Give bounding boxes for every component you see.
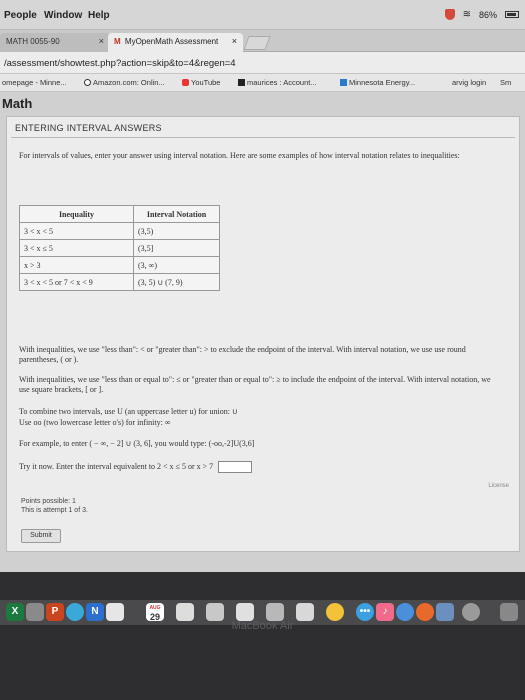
table-row [20, 240, 220, 257]
try-it-prompt: Try it now. Enter the interval equivalent to 2 < x ≤ 5 or x > 7 [19, 461, 214, 471]
word-icon[interactable]: N [86, 603, 104, 621]
calendar-icon[interactable] [146, 603, 164, 621]
answer-input[interactable] [218, 461, 252, 473]
points-info [21, 497, 88, 515]
bookmark-label: YouTube [191, 78, 221, 87]
bookmark-arvig[interactable] [452, 78, 486, 87]
tab-math-0055[interactable] [0, 33, 110, 52]
divider [11, 137, 515, 138]
battery-icon[interactable] [505, 11, 519, 18]
calendar-day: 29 [149, 612, 160, 622]
app-icon[interactable] [236, 603, 254, 621]
bookmarks-bar [0, 74, 525, 92]
inequality-cell: x > 3 [20, 257, 134, 274]
app-icon[interactable] [66, 603, 84, 621]
bookmark-sm[interactable] [500, 78, 511, 87]
bookmark-label: maurices : Account... [247, 78, 317, 87]
photos-icon[interactable] [326, 603, 344, 621]
myopenmath-icon: M [114, 37, 121, 46]
page-title: Math [2, 96, 33, 111]
example-text: For example, to enter ( − ∞, − 2] ∪ (3, 6], you would type: (-oo,-2]U(3,6] [19, 439, 255, 448]
union-text: To combine two intervals, use U (an uppercase letter u) for union: ∪ [19, 407, 238, 416]
inequality-cell: 3 < x < 5 [20, 223, 134, 240]
web-page [0, 92, 525, 572]
interval-cell: (3, ∞) [134, 257, 220, 274]
menu-people[interactable]: People [4, 10, 37, 21]
table-header-inequality: Inequality [20, 206, 134, 223]
interval-cell: (3, 5) ∪ (7, 9) [134, 274, 220, 291]
amazon-icon [84, 79, 91, 86]
points-possible: Points possible: 1 [21, 498, 76, 505]
bookmark-youtube[interactable] [182, 78, 220, 87]
browser-tab-bar [0, 30, 525, 52]
bookmark-label: arvig login [452, 78, 487, 87]
notes-icon[interactable] [106, 603, 124, 621]
app-icon[interactable] [296, 603, 314, 621]
app-icon[interactable]: ••• [356, 603, 374, 621]
bookmark-minnesota-energy[interactable] [340, 78, 415, 87]
bookmark-label: Minnesota Energy... [349, 78, 416, 87]
bookmark-homepage[interactable] [2, 78, 67, 87]
energy-icon [340, 79, 347, 86]
laptop-brand: MacBook Air [231, 620, 294, 632]
app-icon[interactable] [206, 603, 224, 621]
status-area [445, 9, 519, 20]
calendar-month: AUG [149, 605, 161, 611]
inequality-cell: 3 < x < 5 or 7 < x < 9 [20, 274, 134, 291]
tab-label: MATH 0055-90 [6, 37, 60, 46]
maurices-icon [238, 79, 245, 86]
inequality-cell: 3 < x ≤ 5 [20, 240, 134, 257]
bookmark-label: omepage - Minne... [2, 78, 67, 87]
app-icon[interactable] [26, 603, 44, 621]
music-icon[interactable]: ♪ [376, 603, 394, 621]
bookmark-amazon[interactable] [84, 78, 165, 87]
tab-myopenmath[interactable] [108, 33, 243, 52]
question-panel [6, 116, 520, 552]
new-tab-button[interactable] [243, 36, 270, 50]
battery-percent: 86% [478, 9, 497, 20]
close-icon[interactable]: × [98, 36, 104, 46]
table-row [20, 274, 220, 291]
wifi-icon[interactable]: ≋ [462, 9, 471, 20]
excel-icon[interactable]: X [6, 603, 24, 621]
app-icon[interactable] [436, 603, 454, 621]
table-header-interval: Interval Notation [134, 206, 220, 223]
table-row [20, 223, 220, 240]
intro-text: For intervals of values, enter your answer using interval notation. Here are some examples of how interval notation relates to inequalities: [19, 151, 460, 160]
submit-button[interactable]: Submit [21, 529, 61, 543]
interval-cell: (3,5] [134, 240, 220, 257]
mac-menubar [0, 0, 525, 30]
bookmark-label: Sm [500, 78, 512, 87]
menu-help[interactable]: Help [88, 10, 110, 21]
include-endpoint-text: With inequalities, we use "less than or equal to": ≤ or "greater than or equal to": ≥ to include the endpoint of the interval. With interval notation, we use square brackets, [ or ]. [19, 375, 491, 394]
tab-label: MyOpenMath Assessment [124, 37, 219, 46]
license-link[interactable]: License [488, 483, 509, 489]
app-icon[interactable] [462, 603, 480, 621]
bookmark-maurices[interactable] [238, 78, 317, 87]
infinity-text: Use oo (two lowercase letter o's) for infinity: ∞ [19, 418, 171, 427]
attempt-count: This is attempt 1 of 3. [21, 507, 88, 514]
app-icon[interactable] [266, 603, 284, 621]
shield-icon[interactable] [445, 9, 455, 20]
section-heading: ENTERING INTERVAL ANSWERS [15, 123, 162, 133]
app-icon[interactable] [416, 603, 434, 621]
try-it-row [19, 461, 499, 473]
address-bar[interactable]: /assessment/showtest.php?action=skip&to=4&regen=4 [0, 52, 525, 74]
menu-window[interactable]: Window [44, 10, 83, 21]
app-icon[interactable] [176, 603, 194, 621]
app-icon[interactable] [396, 603, 414, 621]
powerpoint-icon[interactable]: P [46, 603, 64, 621]
bookmark-label: Amazon.com: Onlin... [93, 78, 165, 87]
close-icon[interactable]: × [231, 36, 237, 46]
trash-icon[interactable] [500, 603, 518, 621]
interval-cell: (3,5) [134, 223, 220, 240]
interval-table [19, 205, 220, 291]
table-row [20, 257, 220, 274]
exclude-endpoint-text: With inequalities, we use "less than": < or "greater than": > to exclude the endpoint of the interval. With interval notation, we use use round parentheses, ( or ). [19, 345, 466, 364]
youtube-icon [182, 79, 189, 86]
